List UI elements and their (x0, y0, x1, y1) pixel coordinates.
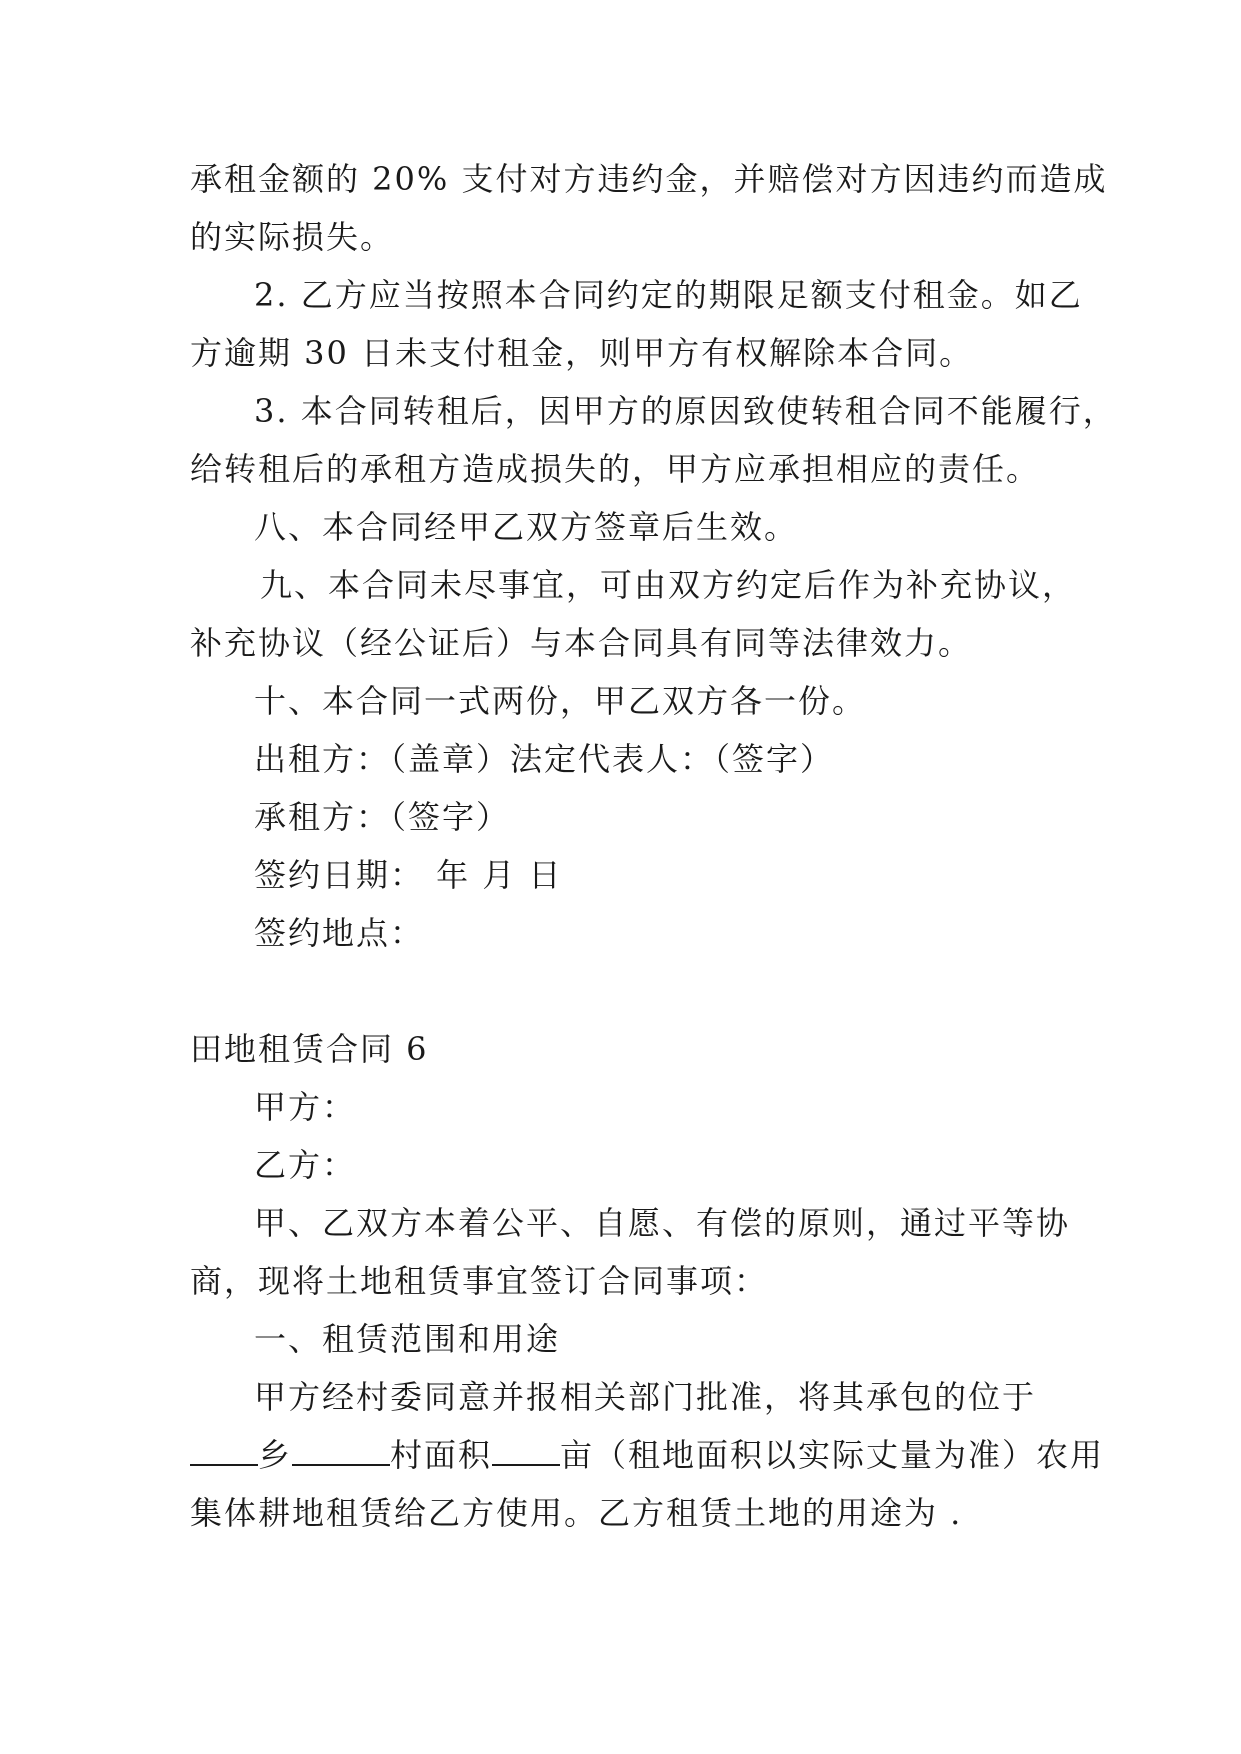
text-line: 甲方经村委同意并报相关部门批准，将其承包的位于 (254, 1378, 1037, 1416)
text-line: 方逾期 30 日未支付租金，则甲方有权解除本合同。 (190, 334, 974, 372)
signature-lessee: 承租方：（签字） (254, 798, 511, 836)
blank-field (190, 1434, 258, 1466)
text-line: 甲、乙双方本着公平、自愿、有偿的原则，通过平等协 (254, 1204, 1071, 1242)
text-line: 的实际损失。 (190, 218, 395, 256)
section-heading: 八、本合同经甲乙双方签章后生效。 (254, 508, 799, 546)
spacer (190, 962, 1070, 1020)
signing-place: 签约地点： (254, 914, 425, 952)
signature-lessor: 出租方：（盖章）法定代表人：（签字） (254, 740, 835, 778)
text-line-with-blanks (190, 1426, 1105, 1484)
text-line: 承租金额的 20% 支付对方违约金，并赔偿对方因违约而造成 (190, 160, 1108, 198)
text-segment: 村面积 (390, 1436, 493, 1474)
signing-date: 签约日期： 年 月 日 (254, 856, 563, 894)
text-segment: 乡 (258, 1436, 293, 1474)
party-a: 甲方： (254, 1088, 357, 1126)
text-line: 2. 乙方应当按照本合同约定的期限足额支付租金。如乙 (254, 276, 1083, 314)
document-page (190, 150, 1117, 1542)
text-segment: 亩（租地面积以实际丈量为准）农用 (560, 1436, 1105, 1474)
party-b: 乙方： (254, 1146, 357, 1184)
contract-title: 田地租赁合同 6 (190, 1030, 429, 1068)
text-line: 集体耕地租赁给乙方使用。乙方租赁土地的用途为 . (190, 1494, 963, 1532)
text-line: 商，现将土地租赁事宜签订合同事项： (190, 1262, 769, 1300)
blank-field (492, 1434, 560, 1466)
blank-field (292, 1434, 390, 1466)
text-line: 给转租后的承租方造成损失的，甲方应承担相应的责任。 (190, 450, 1041, 488)
text-line: 3. 本合同转租后，因甲方的原因致使转租合同不能履行， (254, 392, 1117, 430)
section-heading: 十、本合同一式两份，甲乙双方各一份。 (254, 682, 867, 720)
text-line: 补充协议（经公证后）与本合同具有同等法律效力。 (190, 624, 973, 662)
section-heading: 一、租赁范围和用途 (254, 1320, 561, 1358)
section-heading: 九、本合同未尽事宜，可由双方约定后作为补充协议， (260, 566, 1077, 604)
